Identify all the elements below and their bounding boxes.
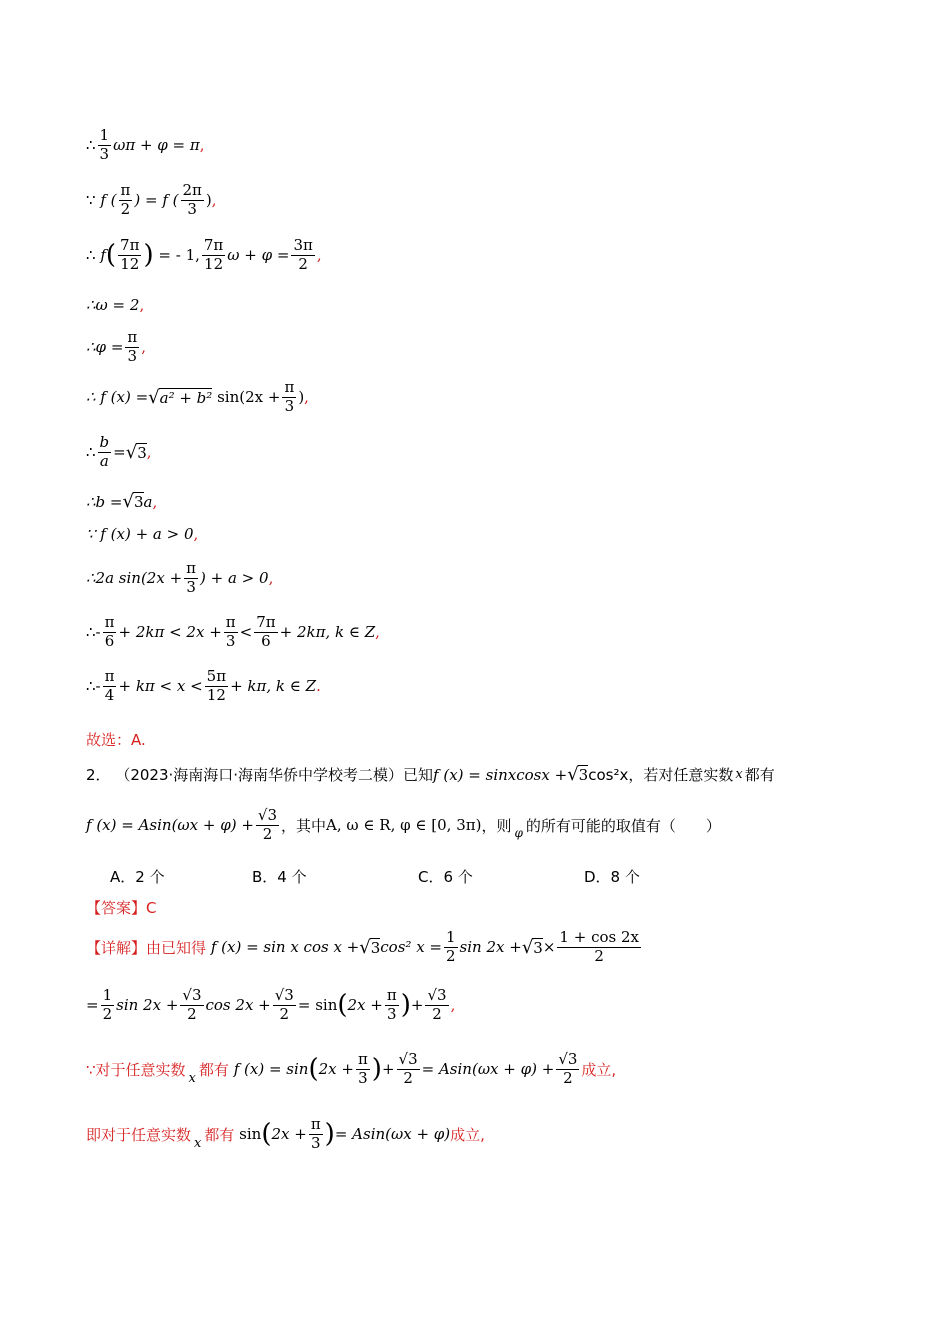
eq-line-10	[86, 561, 273, 596]
fraction: $\frac{\pi}{4}$	[104, 667, 115, 704]
option-c: C．6 个	[418, 868, 473, 886]
eq-end: ,	[139, 296, 145, 314]
fraction: $\frac{\pi}{3}$	[225, 613, 236, 650]
eq-end: ,	[141, 338, 147, 357]
option-b: B．4 个	[252, 868, 307, 886]
eq-text: ×	[542, 938, 556, 957]
detail-line-1: 【详解】 由已知得 f (x) = sin x cos x + √ 3 cos² x = $\frac{1}{2}$ sin 2x + √ 3 × $\frac{1 + \cos 2x}{2}$	[86, 928, 639, 965]
eq-text: cos²x，若对任意实数	[588, 766, 734, 784]
fraction: $\frac{\pi}{3}$	[310, 1115, 321, 1152]
eq-end: ,	[146, 443, 152, 462]
eq-line-4	[86, 296, 144, 314]
eq-text: ∵ f (x) + a > 0	[86, 525, 194, 543]
eq-line-12	[86, 669, 321, 704]
eq-line-11	[86, 615, 380, 650]
detail-line-3: ∵对于任意实数 x 都有 f (x) = sin ( 2x + $\frac{\pi}{3}$ ) + $\frac{√3}{2}$ = Asin(ωx + φ) + $\frac{√3}{2}$ 成立,	[86, 1050, 617, 1087]
eq-text: <	[239, 623, 253, 642]
fraction: $\frac{\pi}{6}$	[104, 613, 115, 650]
eq-text: sin 2x +	[116, 996, 179, 1015]
eq-end: ,	[375, 623, 380, 642]
because-symbol: ∵	[86, 191, 96, 210]
eq-line-7: ∴ $\frac{b}{a}$ = √ 3 ,	[86, 433, 152, 470]
eq-end: .	[316, 677, 321, 696]
choice-line: 故选：A.	[86, 731, 146, 749]
eq-text: ωπ + φ = π	[113, 136, 200, 155]
fraction: $\frac{√3}{2}$	[182, 986, 202, 1023]
eq-text: =	[86, 996, 99, 1015]
eq-text: ) = f (	[134, 191, 179, 210]
fraction: $\frac{√3}{2}$	[398, 1050, 418, 1087]
eq-text: ∵对于任意实数	[86, 1060, 186, 1079]
eq-end: ,	[193, 525, 199, 543]
eq-text: f (x) = sin	[233, 1060, 309, 1079]
eq-text: +	[410, 996, 424, 1015]
eq-text: 成立,	[581, 1060, 617, 1079]
option-d: D．8 个	[584, 868, 640, 886]
eq-text: cos² x =	[380, 938, 442, 957]
eq-text: 都有	[744, 766, 775, 784]
fraction: $\frac{5\pi}{12}$	[206, 667, 227, 704]
fraction: $\frac{\pi}{3}$	[127, 328, 138, 365]
eq-text: + 2kπ < 2x +	[118, 623, 222, 642]
eq-line-5	[86, 330, 146, 365]
eq-text: 2x +	[347, 996, 383, 1015]
eq-text: 即对于任意实数	[86, 1125, 192, 1144]
eq-text: f	[100, 246, 106, 265]
eq-end: ,	[211, 191, 217, 210]
radicand: 3	[533, 938, 543, 957]
eq-text: = - 1,	[158, 246, 200, 265]
fraction: $\frac{1}{2}$	[446, 928, 456, 965]
eq-text: ∴ω = 2	[86, 296, 140, 314]
eq-text: + 2kπ, k ∈ Z	[279, 623, 376, 642]
fraction: $\frac{1}{2}$	[102, 986, 113, 1023]
fraction: $\frac{\pi}{3}$	[186, 559, 197, 596]
eq-text: 的所有可能的取值有（ ）	[525, 816, 721, 835]
fraction: $\frac{3\pi}{2}$	[293, 236, 313, 273]
eq-text: ∴2a sin(2x +	[86, 569, 183, 588]
eq-text: ，其中	[281, 816, 327, 835]
question-number: 2．	[86, 766, 111, 784]
eq-text: )	[205, 191, 212, 210]
eq-text: A, ω ∈ R, φ ∈ [0, 3π)	[326, 816, 482, 835]
variable-x: x	[188, 1070, 196, 1086]
eq-text: + kπ < x <	[118, 677, 203, 696]
therefore-symbol: ∴	[86, 443, 96, 462]
fraction: $\frac{√3}{2}$	[274, 986, 294, 1023]
therefore-symbol: ∴	[86, 136, 96, 155]
eq-text: ∴-	[86, 623, 101, 642]
eq-text: )	[298, 388, 305, 407]
eq-text: 2x +	[318, 1060, 354, 1079]
eq-text: 都有	[198, 1060, 229, 1079]
fraction: $\frac{b}{a}$	[99, 433, 110, 470]
eq-text: = Asin(ωx + φ)	[334, 1125, 451, 1144]
fraction: $\frac{\pi}{3}$	[284, 378, 295, 415]
eq-end: ,	[152, 492, 158, 511]
fraction: $\frac{2\pi}{3}$	[182, 181, 202, 218]
fraction: $\frac{√3}{2}$	[257, 806, 278, 843]
radicand: a² + b²	[159, 388, 213, 407]
detail-intro: 由已知得	[146, 938, 207, 957]
therefore-symbol: ∴	[86, 246, 96, 265]
radicand: 3	[578, 766, 589, 784]
variable-phi: φ	[514, 826, 523, 841]
eq-line-6: ∴ f (x) = √ a² + b² sin(2x + $\frac{\pi}{3}$ ) ,	[86, 378, 309, 415]
fraction: $\frac{√3}{2}$	[427, 986, 447, 1023]
question-stem-line-2	[86, 808, 721, 843]
detail-line-4: 即对于任意实数 x 都有 sin ( 2x + $\frac{\pi}{3}$ ) = Asin(ωx + φ) 成立,	[86, 1115, 485, 1152]
eq-text: +	[381, 1060, 395, 1079]
fraction: $\frac{7\pi}{12}$	[203, 236, 224, 273]
eq-line-3: ∴ f ( $\frac{7\pi}{12}$ ) = - 1, $\frac{7\pi}{12}$ ω + φ = $\frac{3\pi}{2}$ ,	[86, 236, 322, 273]
fraction: $\frac{1}{3}$	[99, 126, 110, 163]
eq-text: 2x +	[271, 1125, 307, 1144]
eq-line-9	[86, 525, 198, 543]
variable-x: x	[735, 767, 743, 782]
eq-end: ,	[316, 246, 322, 265]
eq-text: ω + φ =	[227, 246, 290, 265]
detail-label: 【详解】	[86, 938, 147, 957]
fraction: $\frac{√3}{2}$	[558, 1050, 578, 1087]
eq-text: = Asin(ωx + φ) +	[421, 1060, 555, 1079]
eq-line-1	[86, 128, 205, 163]
fraction: $\frac{\pi}{3}$	[386, 986, 397, 1023]
eq-text: f (x) = sinxcosx +	[433, 765, 568, 784]
eq-text: ∴b =	[86, 492, 123, 511]
eq-text: sin 2x +	[459, 938, 522, 957]
eq-text: = sin	[297, 996, 338, 1015]
eq-end: ,	[450, 996, 456, 1015]
fraction: $\frac{7\pi}{6}$	[256, 613, 276, 650]
eq-text: ∴ f (x) =	[86, 388, 149, 407]
eq-text: sin(2x +	[217, 388, 281, 407]
eq-end: ,	[268, 569, 274, 588]
eq-text: + kπ, k ∈ Z	[230, 677, 317, 696]
fraction: $\frac{\pi}{3}$	[357, 1050, 368, 1087]
eq-text: 成立,	[450, 1125, 485, 1144]
eq-text: f (x) = Asin(ωx + φ) +	[86, 816, 254, 835]
eq-text: 都有	[204, 1125, 235, 1144]
eq-text: f (	[100, 191, 117, 210]
eq-text: f (x) = sin x cos x +	[210, 938, 360, 957]
radicand: 3	[137, 443, 147, 462]
question-source: （2023·海南海口·海南华侨中学校考二模）已知	[115, 766, 434, 784]
answer-line	[86, 897, 157, 918]
fraction: $\frac{7\pi}{12}$	[120, 236, 140, 273]
eq-text: ∴-	[86, 677, 101, 696]
eq-text: sin	[239, 1125, 262, 1144]
eq-end: ,	[199, 136, 205, 155]
eq-text: =	[113, 443, 126, 462]
eq-text: ) + a > 0	[200, 569, 269, 588]
eq-end: ,	[304, 388, 309, 407]
eq-line-2	[86, 183, 217, 218]
fraction: $\frac{\pi}{2}$	[120, 181, 131, 218]
eq-text: a	[143, 492, 153, 511]
eq-text: ∴φ =	[86, 338, 124, 357]
radicand: 3	[133, 493, 144, 511]
radicand: 3	[370, 938, 381, 957]
variable-x: x	[194, 1135, 202, 1151]
answer-value: C	[146, 898, 157, 917]
fraction: $\frac{1 + \cos 2x}{2}$	[559, 928, 639, 965]
answer-label: 【答案】	[86, 899, 147, 917]
option-a: A．2 个	[110, 868, 165, 886]
detail-line-2: = $\frac{1}{2}$ sin 2x + $\frac{√3}{2}$ cos 2x + $\frac{√3}{2}$ = sin ( 2x + $\frac{\pi}{3}$ ) + $\frac{√3}{2}$ ,	[86, 986, 456, 1023]
eq-text: cos 2x +	[205, 996, 271, 1015]
eq-line-8: ∴b = √ 3 a ,	[86, 491, 158, 512]
eq-text: ，则	[481, 816, 512, 835]
question-stem-line-1: 2． （2023·海南海口·海南华侨中学校考二模）已知 f (x) = sinxcosx + √ 3 cos²x，若对任意实数 x 都有	[86, 764, 775, 785]
